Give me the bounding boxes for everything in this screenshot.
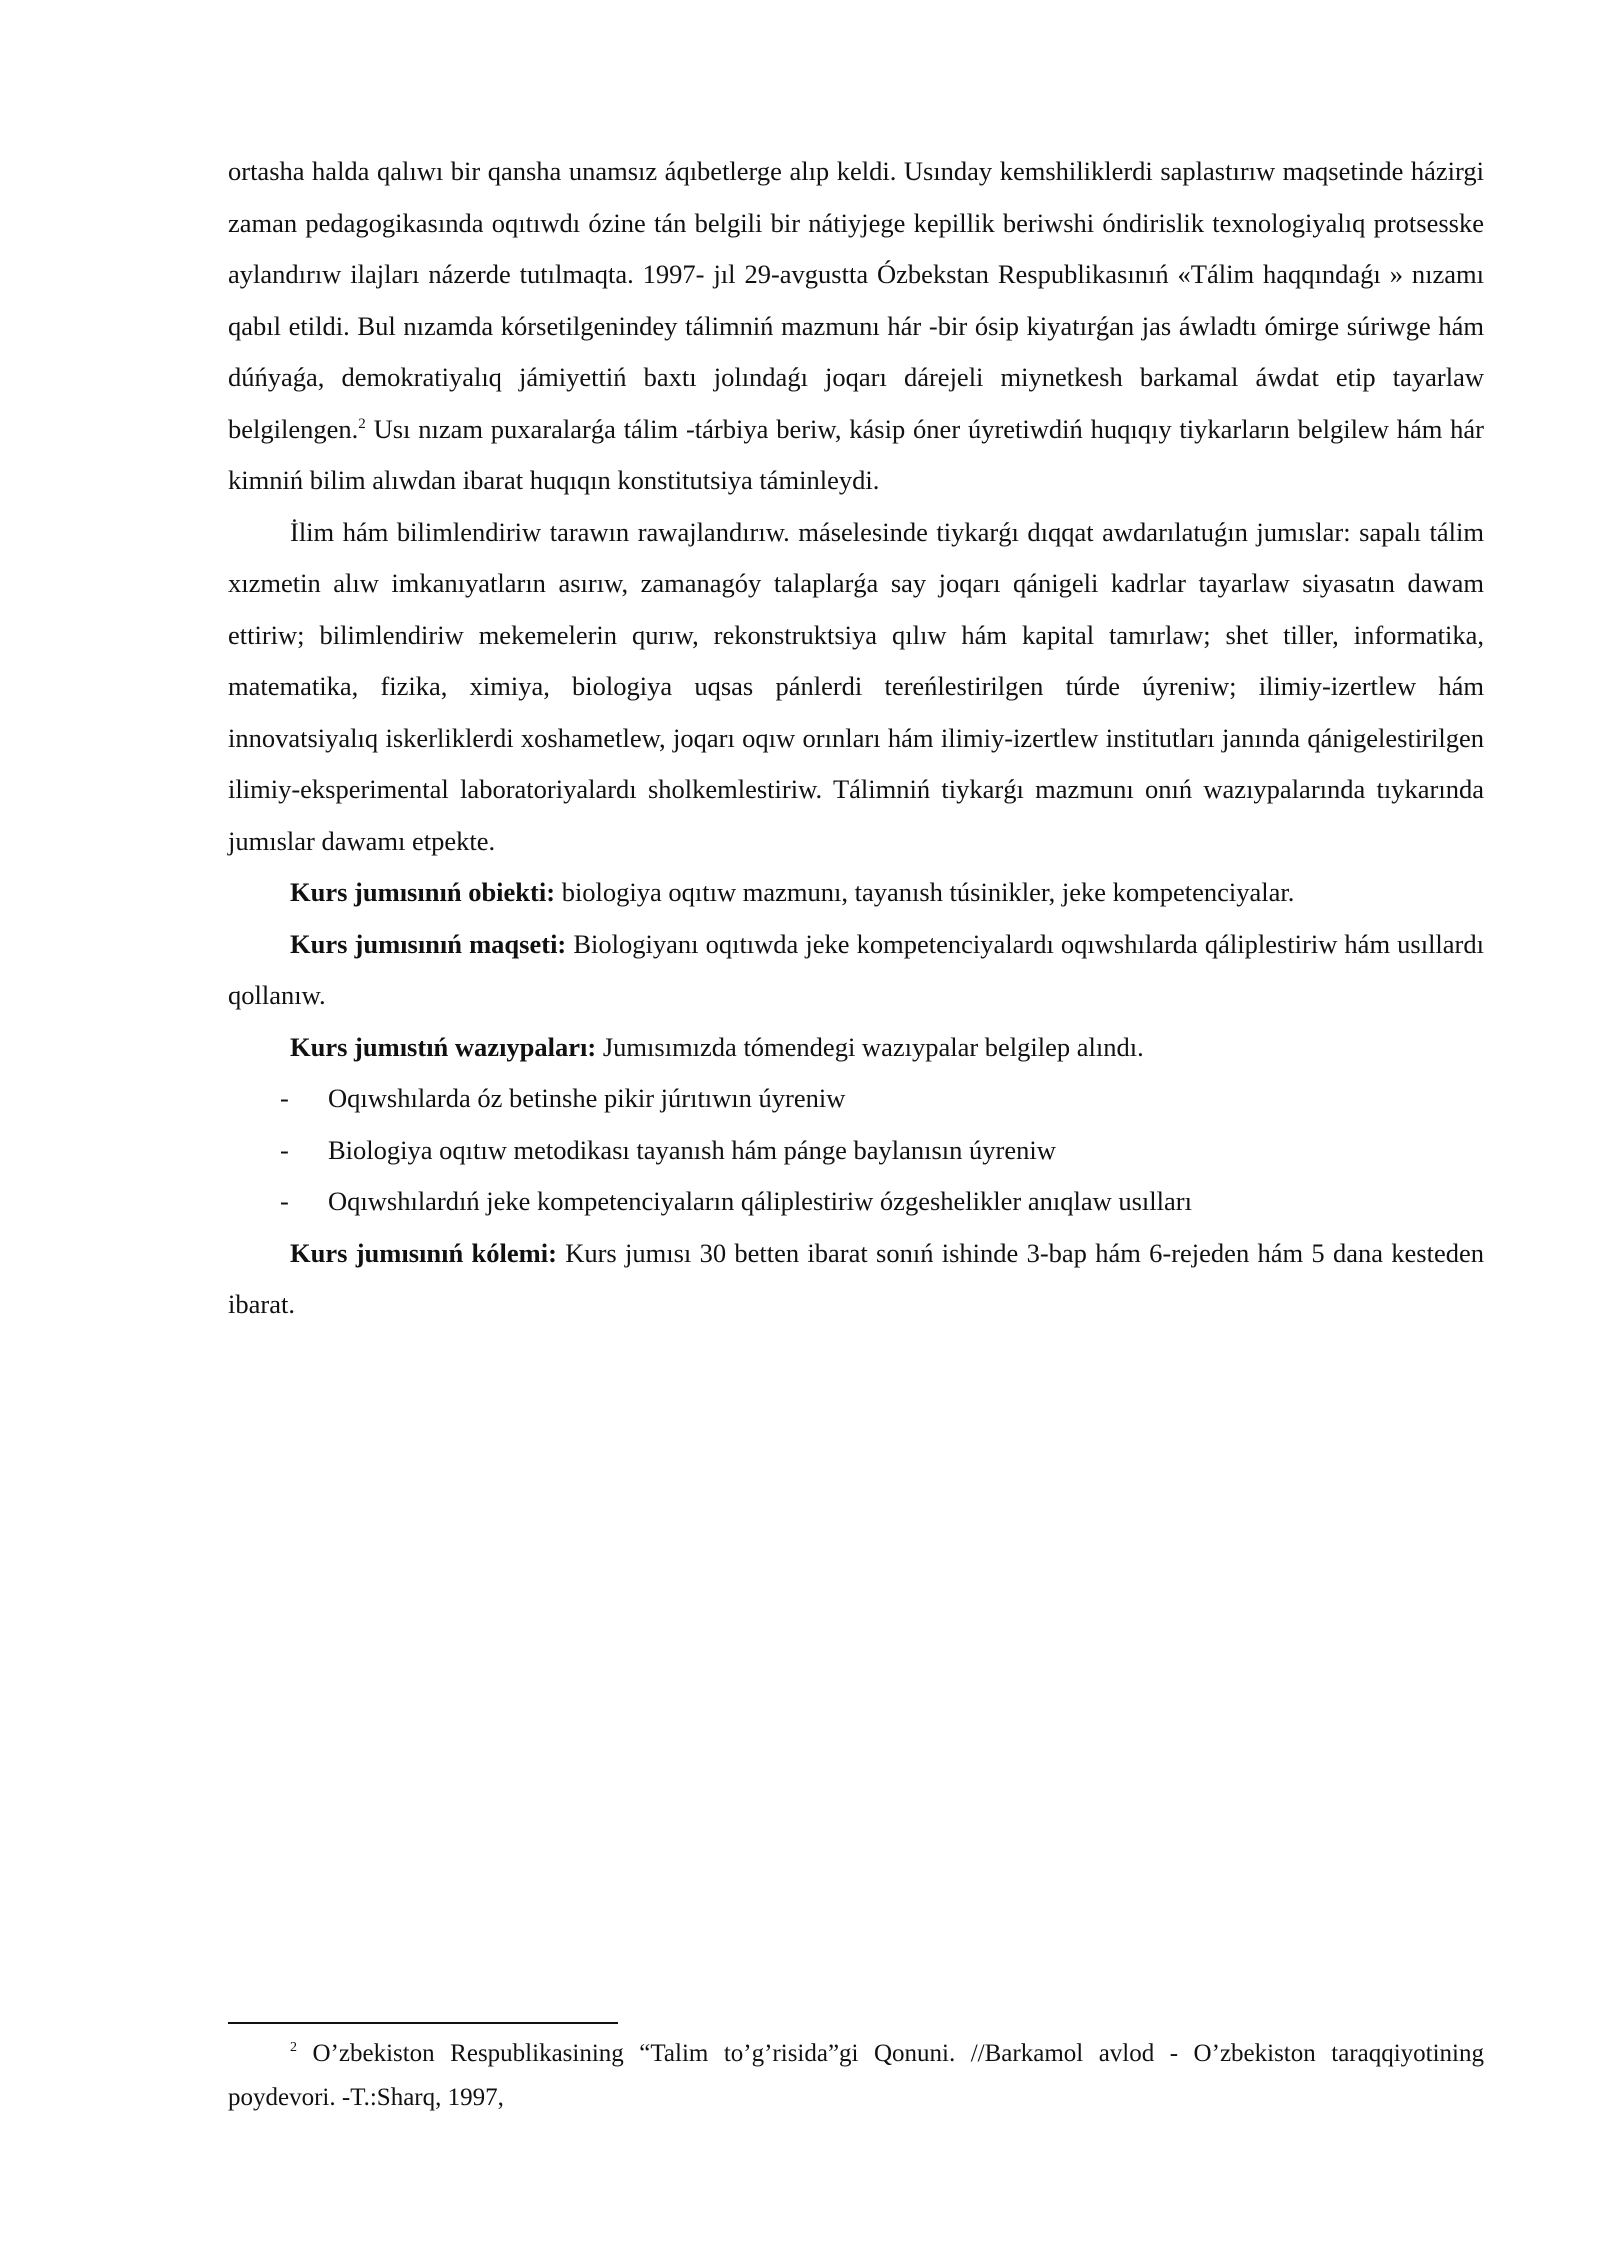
- page-body: [228, 146, 1484, 1331]
- list-item-text: Oqıwshılarda óz betinshe pikir júrıtıwın úyreniw: [328, 1083, 846, 1113]
- course-goal-text: Biologiyanı oqıtıwda jeke kompetenciyalardı oqıwshılarda qáliplestiriw hám usıllardı qollanıw.: [228, 928, 1484, 1010]
- list-item: [228, 1125, 1484, 1177]
- list-bullet: -: [280, 1186, 289, 1216]
- course-goal-label: Kurs jumısınıń maqseti:: [290, 928, 567, 959]
- list-bullet: -: [280, 1134, 289, 1165]
- paragraph-science-education: İlim hám bilimlendiriw tarawın rawajlandırıw. máselesinde tiykarǵı dıqqat awdarılatuǵın jumıslar: sapalı tálim xızmetin alıw imkanıyatların asırıw, zamanagóy talaplarǵa say joqarı qánigeli kadrlar tayarlaw siyasatın dawam ettiriw; bilimlendiriw mekemelerin qurıw, rekonstruktsiya qılıw hám kapital tamırlaw; shet tiller, informatika, matematika, fizika, ximiya, biologiya uqsas pánlerdi tereńlestirilgen túrde úyreniw; ilimiy-izertlew hám innovatsiyalıq iskerliklerdi xoshametlew, joqarı oqıw orınları hám ilimiy-izertlew institutları janında qánigelestirilgen ilimiy-eksperimental laboratoriyalardı sholkemlestiriw. Tálimniń tiykarǵı mazmunı onıń wazıypalarında tıykarında jumıslar dawamı etpekte.: [228, 516, 1484, 856]
- course-volume-label: Kurs jumısınıń kólemi:: [290, 1237, 557, 1268]
- list-bullet: -: [280, 1083, 289, 1113]
- footnote-reference[interactable]: 2: [358, 415, 366, 432]
- course-object-text: biologiya oqıtıw mazmunı, tayanısh túsinikler, jeke kompetenciyalar.: [555, 877, 1295, 907]
- course-tasks-text: Jumısımızda tómendegi wazıypalar belgilep alındı.: [596, 1031, 1144, 1062]
- footnote-separator: [228, 2022, 618, 2024]
- course-object-label: Kurs jumısınıń obiekti:: [290, 877, 556, 907]
- course-volume-text: Kurs jumısı 30 betten ibarat sonıń ishinde 3-bap hám 6-rejeden hám 5 dana kesteden ibarat.: [228, 1237, 1484, 1319]
- paragraph-intro-continuation: Usı nızam puxaralarǵa tálim -tárbiya beriw, kásip óner úyretiwdiń huqıqıy tiykarların belgilew hám hár kimniń bilim alıwdan ibarat huqıqın konstitutsiya táminleydi.: [228, 413, 1484, 495]
- list-item: [228, 1176, 1484, 1228]
- footnote: [228, 2032, 1484, 2120]
- footnote-text: O’zbekiston Respublikasining “Talim to’g’risida”gi Qonuni. //Barkamol avlod - O’zbekiston taraqqiyotining poydevori. -T.:Sharq, 1997,: [228, 2040, 1484, 2111]
- paragraph-course-volume: [228, 1228, 1484, 1331]
- footnote-number: 2: [290, 2040, 297, 2055]
- paragraph-course-object: [228, 867, 1484, 919]
- paragraph-course-goal: [228, 919, 1484, 1022]
- paragraph-intro-text: ortasha halda qalıwı bir qansha unamsız áqıbetlerge alıp keldi. Usınday kemshiliklerdi saplastırıw maqsetinde házirgi zaman pedagogikasında oqıtıwdı ózine tán belgili bir nátiyjege kepillik beriwshi óndirislik texnologiyalıq protsesske aylandırıw ilajları názerde tutılmaqta. 1997- jıl 29-avgustta Ózbekstan Respublikasınıń «Tálim haqqındaǵı » nızamı qabıl etildi. Bul nızamda kórsetilgenindey tálimniń mazmunı hár -bir ósip kiyatırǵan jas áwladtı ómirge súriwge hám dúńyaǵa, demokratiyalıq jámiyettiń baxtı jolındaǵı joqarı dárejeli miynetkesh barkamal áwdat etip tayarlaw belgilengen.: [228, 156, 1484, 444]
- paragraph-intro: [228, 146, 1484, 507]
- list-item: [228, 1073, 1484, 1125]
- course-tasks-label: Kurs jumıstıń wazıypaları:: [290, 1031, 597, 1062]
- list-item-text: Oqıwshılardıń jeke kompetenciyaların qáliplestiriw ózgeshelikler anıqlaw usılları: [328, 1186, 1192, 1216]
- tasks-list: [228, 1073, 1484, 1228]
- paragraph-course-tasks: [228, 1022, 1484, 1074]
- list-item-text: Biologiya oqıtıw metodikası tayanısh hám pánge baylanısın úyreniw: [328, 1134, 1056, 1165]
